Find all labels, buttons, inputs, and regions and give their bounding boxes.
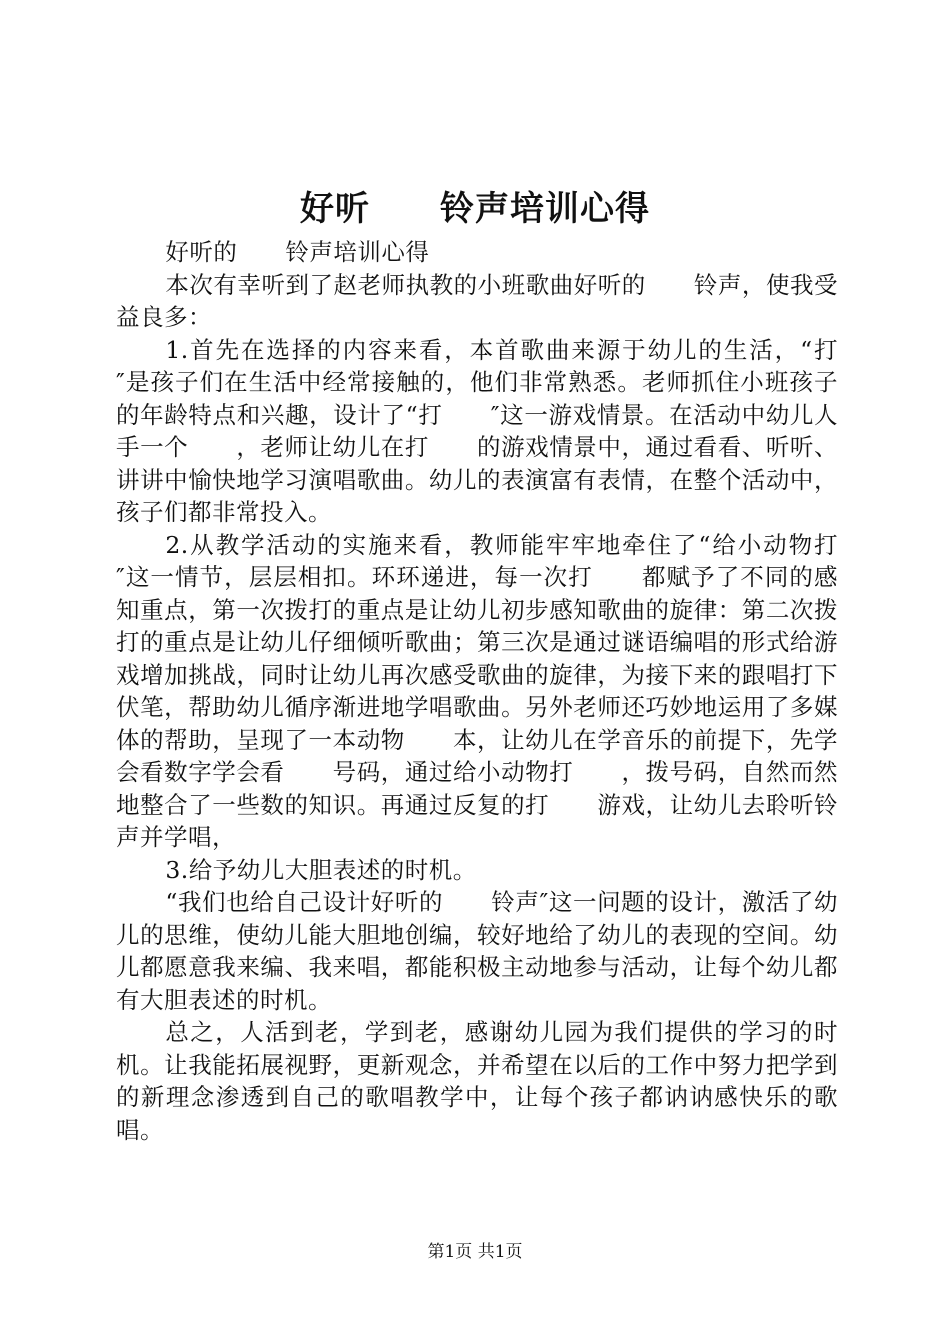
document-body <box>116 236 886 1146</box>
page-number-footer: 第1页 共1页 <box>427 1242 523 1262</box>
subtitle-paragraph: 好听的 铃声培训心得 <box>165 238 430 266</box>
point-3-paragraph: 3.给予幼儿大胆表述的时机。 <box>165 855 477 884</box>
conclusion-paragraph: 总之，人活到老，学到老，感谢幼儿园为我们提供的学习的时机。让我能拓展视野，更新观念，并希望在以后的工作中努力把学到的新理念渗透到自己的歌唱教学中，让每个孩子都讷讷感快乐的歌唱。 <box>116 1018 838 1144</box>
point-3-detail-paragraph: “我们也给自己设计好听的 铃声″这一问题的设计，激活了幼儿的思维，使幼儿能大胆地创编，较好地给了幼儿的表现的空间。幼儿都愿意我来编、我来唱，都能积极主动地参与活动，让每个幼儿都有大胆表述的时机。 <box>116 888 838 1014</box>
point-2-paragraph: 2.从教学活动的实施来看，教师能牢牢地牵住了“给小动物打 ″这一情节，层层相扣。环环递进，每一次打 都赋予了不同的感知重点，第一次拨打的重点是让幼儿初步感知歌曲的旋律：第二次拨打的重点是让幼儿仔细倾听歌曲；第三次是通过谜语编唱的形式给游戏增加挑战，同时让幼儿再次感受歌曲的旋律，为接下来的跟唱打下伏笔，帮助幼儿循序渐进地学唱歌曲。另外老师还巧妙地运用了多媒体的帮助，呈现了一本动物 本，让幼儿在学音乐的前提下，先学会看数字学会看 号码，通过给小动物打 ，拨号码，自然而然地整合了一些数的知识。再通过反复的打 游戏，让幼儿去聆听铃声并学唱， <box>116 530 886 851</box>
document-title: 好听 铃声培训心得 <box>300 189 650 229</box>
point-1-paragraph: 1.首先在选择的内容来看，本首歌曲来源于幼儿的生活，“打 ″是孩子们在生活中经常接触的，他们非常熟悉。老师抓住小班孩子的年龄特点和兴趣，设计了“打 ″这一游戏情景。在活动中幼儿人手一个 ，老师让幼儿在打 的游戏情景中，通过看看、听听、讲讲中愉快地学习演唱歌曲。幼儿的表演富有表情，在整个活动中，孩子们都非常投入。 <box>116 335 886 526</box>
intro-paragraph: 本次有幸听到了赵老师执教的小班歌曲好听的 铃声，使我受益良多： <box>116 270 838 331</box>
